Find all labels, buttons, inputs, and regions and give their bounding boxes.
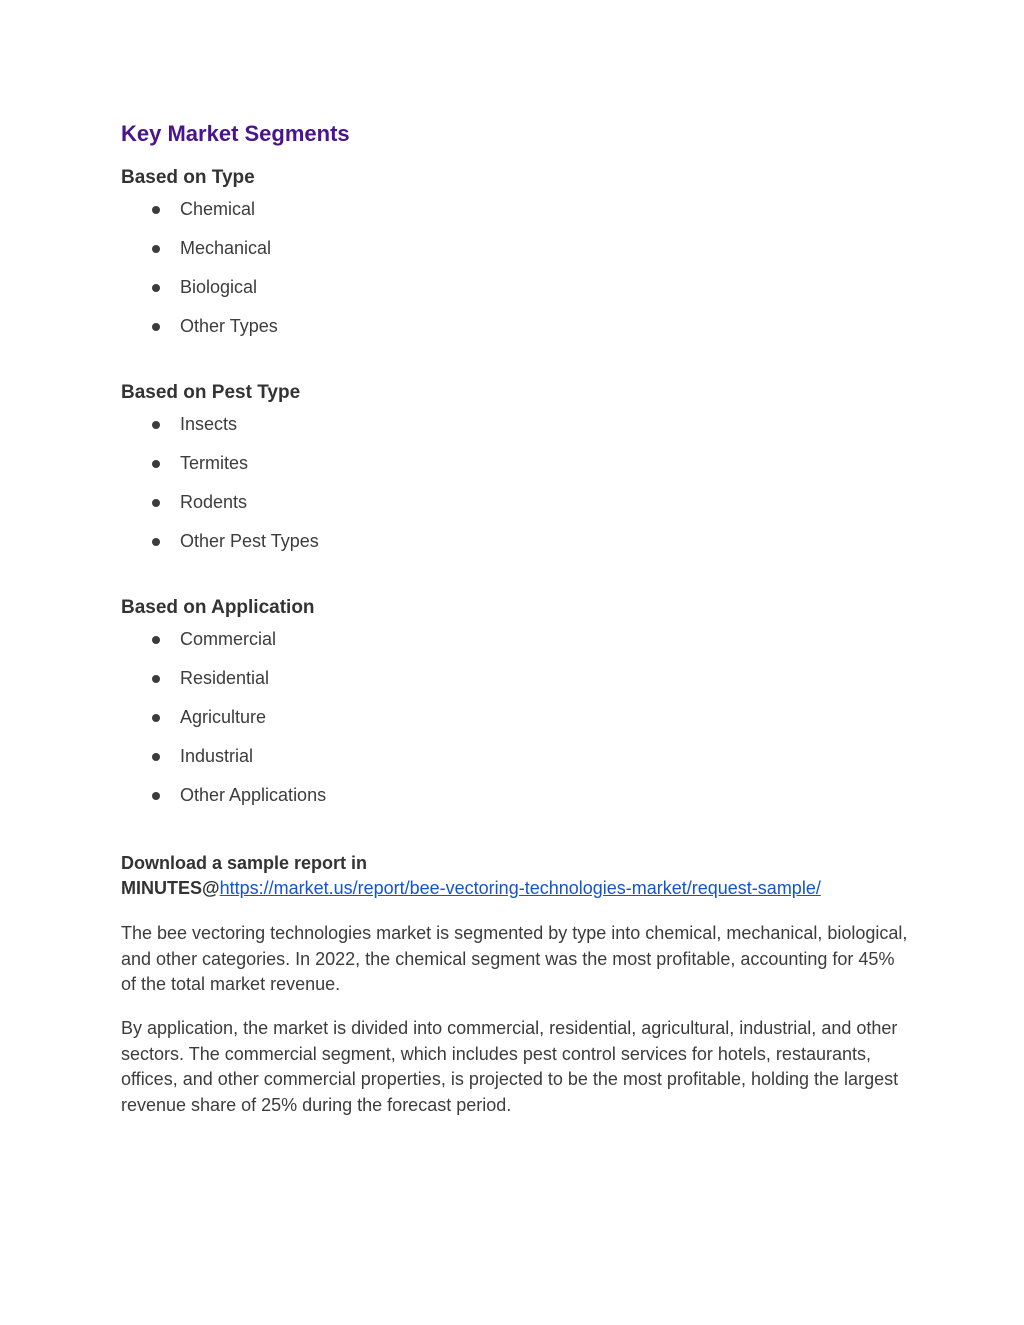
list-item — [121, 492, 911, 531]
section-title: Based on Type — [121, 167, 255, 188]
bullet-icon — [152, 421, 160, 429]
list-item — [121, 199, 911, 238]
list-item-label: Rodents — [180, 492, 248, 512]
bullet-icon — [152, 714, 160, 722]
list-item — [121, 785, 911, 824]
list-item-label: Chemical — [180, 199, 256, 219]
bullet-list — [121, 629, 911, 824]
bullet-icon — [152, 284, 160, 292]
list-item — [121, 238, 911, 277]
bullet-list — [121, 414, 911, 570]
segment-section-pest-type — [121, 381, 911, 570]
list-item — [121, 707, 911, 746]
bullet-icon — [152, 538, 160, 546]
list-item — [121, 316, 911, 355]
download-lead-text: Download a sample report in — [121, 853, 368, 873]
list-item-label: Industrial — [180, 746, 254, 766]
list-item — [121, 277, 911, 316]
list-item — [121, 414, 911, 453]
section-title: Based on Pest Type — [121, 382, 301, 403]
bullet-icon — [152, 323, 160, 331]
segment-section-type — [121, 166, 911, 355]
bullet-list — [121, 199, 911, 355]
list-item — [121, 746, 911, 785]
request-sample-link[interactable]: https://market.us/report/bee-vectoring-technologies-market/request-sample/ — [219, 878, 821, 898]
bullet-icon — [152, 675, 160, 683]
list-item — [121, 531, 911, 570]
download-sample-block — [121, 851, 911, 901]
list-item-label: Commercial — [180, 629, 277, 649]
bullet-icon — [152, 636, 160, 644]
page-title: Key Market Segments — [121, 121, 350, 146]
list-item-label: Termites — [180, 453, 249, 473]
section-title: Based on Application — [121, 597, 315, 618]
list-item-label: Other Applications — [180, 785, 327, 805]
list-item — [121, 668, 911, 707]
list-item-label: Biological — [180, 277, 258, 297]
segment-section-application — [121, 596, 911, 824]
paragraph-type-summary: The bee vectoring technologies market is segmented by type into chemical, mechanical, biological, and other categories. In 2022, the chemical segment was the most profitable, accounting for 45% of the total market revenue. — [121, 923, 908, 994]
paragraph-application-summary: By application, the market is divided into commercial, residential, agricultural, industrial, and other sectors. The commercial segment, which includes pest control services for hotels, restaurants, offices, and other commercial properties, is projected to be the most profitable, holding the largest revenue share of 25% during the forecast period. — [121, 1018, 899, 1115]
list-item — [121, 453, 911, 492]
bullet-icon — [152, 499, 160, 507]
list-item-label: Other Types — [180, 316, 278, 336]
list-item — [121, 629, 911, 668]
download-prefix-text: MINUTES@ — [121, 878, 220, 898]
list-item-label: Other Pest Types — [180, 531, 319, 551]
bullet-icon — [152, 245, 160, 253]
list-item-label: Insects — [180, 414, 238, 434]
bullet-icon — [152, 792, 160, 800]
list-item-label: Mechanical — [180, 238, 272, 258]
bullet-icon — [152, 206, 160, 214]
list-item-label: Agriculture — [180, 707, 267, 727]
bullet-icon — [152, 460, 160, 468]
list-item-label: Residential — [180, 668, 270, 688]
bullet-icon — [152, 753, 160, 761]
